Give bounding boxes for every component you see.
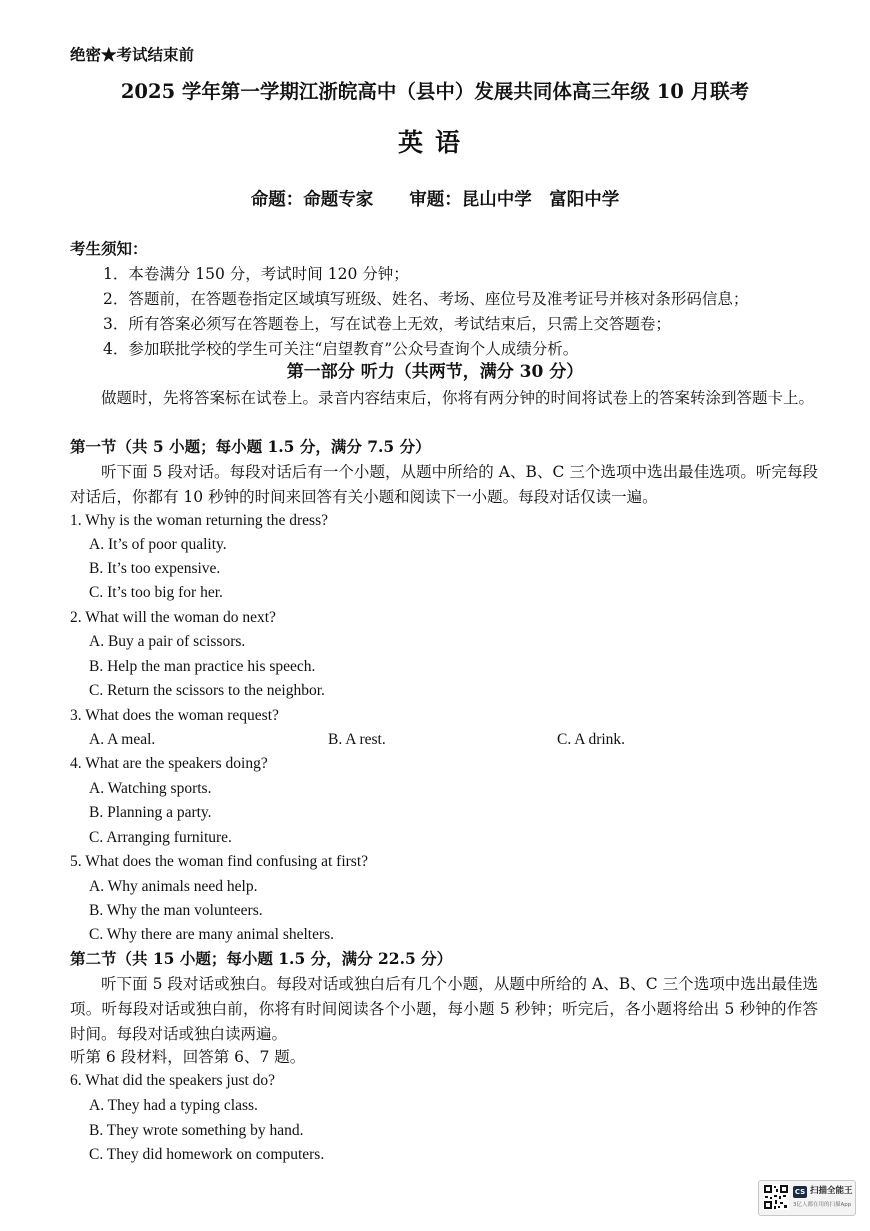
section2-instructions: 听下面 5 段对话或独白。每段对话或独白后有几个小题，从题中所给的 A、B、C 三个选项中选出最佳选项。听每段对话或独白前，你将有时间阅读各个小题，每小题 5 秒钟；听完后，各小题将给出 5 秒钟的作答时间。每段对话或独白读两遍。 xyxy=(70,975,818,1043)
subject-title: 英语 xyxy=(397,128,472,157)
section1-instructions: 听下面 5 段对话。每段对话后有一个小题，从题中所给的 A、B、C 三个选项中选出最佳选项。听完每段对话后，你都有 10 秒钟的时间来回答有关小题和阅读下一小题。每段对话仅读一遍。 xyxy=(70,463,818,506)
question-5: 5. What does the woman find confusing at first? xyxy=(70,853,369,870)
scanner-badge xyxy=(758,1180,856,1216)
qr-code-icon xyxy=(763,1184,789,1210)
notice-item: 2．答题前，在答题卷指定区域填写班级、姓名、考场、座位号及准考证号并核对条形码信息； xyxy=(103,290,749,308)
question-3: 3. What does the woman request? xyxy=(70,707,279,724)
option-3b: B. A rest. xyxy=(328,731,386,748)
option-4a: A. Watching sports. xyxy=(89,780,212,797)
option-2a: A. Buy a pair of scissors. xyxy=(89,633,246,650)
question-2: 2. What will the woman do next? xyxy=(70,609,276,626)
part1-intro: 做题时，先将答案标在试卷上。录音内容结束后，你将有两分钟的时间将试卷上的答案转涂到答题卡上。 xyxy=(101,389,815,407)
question-6: 6. What did the speakers just do? xyxy=(70,1072,276,1089)
option-5b: B. Why the man volunteers. xyxy=(89,902,263,919)
confidential-label: 绝密★考试结束前 xyxy=(70,45,195,64)
authors-line xyxy=(0,189,870,211)
option-2c: C. Return the scissors to the neighbor. xyxy=(89,682,325,699)
option-1b: B. It’s too expensive. xyxy=(89,560,221,577)
notice-item: 1．本卷满分 150 分，考试时间 120 分钟； xyxy=(103,265,409,283)
section1-title: 第一节（共 5 小题；每小题 1.5 分，满分 7.5 分） xyxy=(70,437,431,456)
option-3c: C. A drink. xyxy=(557,731,626,748)
section2-title: 第二节（共 15 小题；每小题 1.5 分，满分 22.5 分） xyxy=(70,949,453,968)
scanner-slogan: 3亿人都在用的扫描App xyxy=(793,1202,852,1208)
question-4: 4. What are the speakers doing? xyxy=(70,755,268,772)
question-1: 1. Why is the woman returning the dress? xyxy=(70,512,328,529)
option-5a: A. Why animals need help. xyxy=(89,878,258,895)
option-4b: B. Planning a party. xyxy=(89,804,212,821)
option-3a: A. A meal. xyxy=(89,731,156,748)
material-note: 听第 6 段材料，回答第 6、7 题。 xyxy=(70,1048,306,1066)
option-2b: B. Help the man practice his speech. xyxy=(89,658,316,675)
notice-heading: 考生须知： xyxy=(70,239,148,258)
part1-title: 第一部分 听力（共两节，满分 30 分） xyxy=(286,362,584,382)
option-1a: A. It’s of poor quality. xyxy=(89,536,227,553)
notice-item: 4．参加联批学校的学生可关注“启望教育”公众号查询个人成绩分析。 xyxy=(103,340,579,358)
option-6c: C. They did homework on computers. xyxy=(89,1146,325,1163)
camscanner-logo: CS xyxy=(794,1188,806,1196)
option-6a: A. They had a typing class. xyxy=(89,1097,258,1114)
option-5c: C. Why there are many animal shelters. xyxy=(89,926,335,943)
option-6b: B. They wrote something by hand. xyxy=(89,1122,304,1139)
author-label: 命题：命题专家 xyxy=(250,190,374,210)
scanner-name: 扫描全能王 xyxy=(810,1186,853,1196)
exam-title: 2025 学年第一学期江浙皖高中（县中）发展共同体高三年级 10 月联考 xyxy=(120,80,750,103)
reviewer-label: 审题：昆山中学 富阳中学 xyxy=(409,190,620,210)
option-4c: C. Arranging furniture. xyxy=(89,829,232,846)
notice-item: 3．所有答案必须写在答题卷上，写在试卷上无效，考试结束后，只需上交答题卷； xyxy=(103,315,671,333)
option-1c: C. It’s too big for her. xyxy=(89,584,223,601)
